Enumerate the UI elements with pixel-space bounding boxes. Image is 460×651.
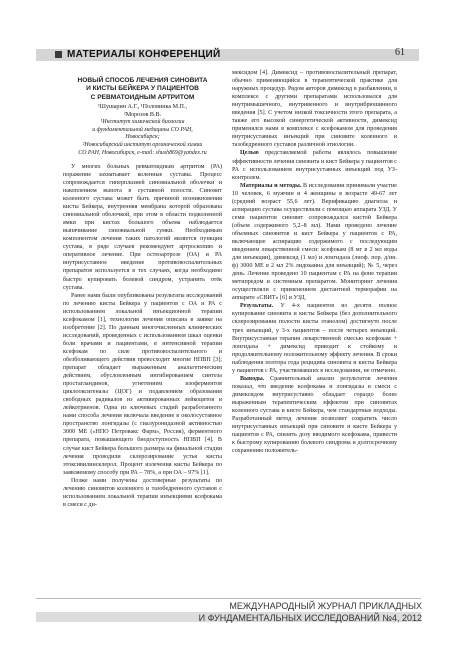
authors-line: ¹Шушарин А.Г., ¹Половинка М.П.,	[97, 103, 187, 110]
conclusions-paragraph	[232, 375, 397, 455]
conclusions-label: Выводы.	[240, 375, 265, 382]
footer-divider	[36, 598, 421, 599]
footer-line: МЕЖДУНАРОДНЫЙ ЖУРНАЛ ПРИКЛАДНЫХ	[229, 601, 422, 611]
body-paragraph: мексидом [4]. Димексид – противовоспалительный препарат, обычно применяющийся в терапевтической практике для наружных процедур. Рядом авторов димексид в разбавлении, в комплексе с другими препаратами использовался для внутримышечного, внутривенного и внутрибрюшинного введения [5]. С учетом низкой токсичности этого препарата, а также его высокой синергетической активности, димексид применялся нами в комплексе с ксефокамом для проведения внутрисуставных инъекций при синовите коленного и тазобедренного суставов различной этиологии.	[232, 70, 397, 149]
authors-line: ²Морозов В.В.	[123, 111, 162, 118]
methods-text: В исследовании принимали участие 10 человек, 6 мужчин и 4 женщины в возрасте 49-67 лет (средний возраст 55,6 лет). Верификацию диагноза и аспирацию сустава осуществляли с помощью аппарата УЗД. У семи пациентов синовит сопровождался кистой Бейкера (объем содержимого 5,2–8 мл). Нами проведено лечение объемных синовитов и кист Бейкера у пациентов с РА, включающее аспирацию содержимого с последующим введением лекарственной смеси: ксефокам (8 мг в 2 мл воды для инъекции), димексид (1 мл) и лонгидаза (лиоф. пор. д/ин. ф) 3000 МЕ в 2 мл 2% лидокаина для инъекций); № 5, через день. Лечение проведено 10 пациентам с РА на фоне терапии метипредом и системным препаратом. Мониторинг лечения осуществляли с применением дистантной терморафии на аппарате «СВИТ» [6] и УЗД.	[232, 182, 398, 302]
page-number: 61	[395, 47, 405, 58]
methods-label: Материалы и методы.	[240, 182, 302, 189]
title-line: С РЕВМАТОИДНЫМ АРТРИТОМ	[90, 93, 195, 101]
body-paragraph: У многих больных ревматоидным артритом (РА) поражение захватывает коленные суставы. Процесс сопровождается гиперплазией синовиальной оболочки и накоплением выпота в суставной полости. Синовит коленного сустава может быть причиной возникновения кисты Бейкера, внутренняя мембрана которой образована синовиальной оболочкой, при этом в области подколенной ямки при кистах большого объема наблюдается выпячивание синовиальной сумки. Необходимым компонентом лечения таких патологий является пункция сустава, в ряде случаев рекомендуют артроскопию и оперативное лечение. При остеоартрозе (ОА) и РА внутрисуставное введение противовоспалительных препаратов используется в тех случаях, когда необходимо быстро купировать болевой синдром, устранить отёк сустава.	[63, 163, 222, 291]
goal-label: Целью	[240, 150, 259, 157]
body-paragraph: Позже нами получены достоверные результаты по лечению синовитов коленного и тазобедренного суставов с использованием локальной терапии инъекциями ксефокама в смеси с ди-	[63, 477, 222, 508]
article-authors	[63, 103, 222, 119]
footer-line: И ФУНДАМЕНТАЛЬНЫХ ИССЛЕДОВАНИЙ №4, 2012	[198, 613, 422, 623]
body-paragraph: Ранее нами были опубликованы результаты исследований по лечению кисты Бейкера у пациентов с ОА и РА с использованием локальной инъекционной терапии ксефокамом [1], технология лечения описана в заявке на изобретение [2]. По данным многочисленных клинических исследований, проведенных с использованием шкал оценки боли врачами и пациентами, в интенсивной терапии ксефокам по силе противовоспалительного и обезболивающего действия превосходит многие НПВП [3]; препарат обладает выраженным анальгетическим действием, обусловленным ингибированием синтеза простагландинов, угнетением изоферментов циклооксигеназы (ЦОГ) и подавлением образования свободных радикалов из активированных лейкоцитов и лейкотриенов. Одна из ключевых стадий разработанного нами способа лечения включала введение в околосуставное пространство лонгидазы (с гиалуронидазной активностью 3000 МЕ («НПО Петровакс Фарм», Россия), ферментного препарата, повышающего биодоступность НПВП [4]. В случае кист Бейкера большого размера на финальной стадии лечения проводили склерозирование устья кисты этоксивилинсклерол. Процент излечения кисты Бейкера по заявляемому способу при РА – 78%, а при ОА – 97% [1].	[63, 292, 222, 476]
results-label: Результаты.	[240, 303, 274, 310]
methods-paragraph	[232, 182, 397, 303]
article-title	[63, 77, 222, 102]
author-affiliations	[63, 119, 222, 158]
title-line: И КИСТЫ БЕЙКЕРА У ПАЦИЕНТОВ	[86, 85, 199, 93]
journal-footer	[160, 600, 422, 624]
affiliation-line: ¹Институт химической биологии	[100, 118, 185, 125]
right-column	[232, 69, 397, 455]
conclusions-text: Сравнительный анализ результатов лечения показал, что введение ксефокама и лонгидазы в смеси с димексидом внутрисуставно обладает гораздо более выраженным терапевтическим эффектом при синовитах коленного сустава и кисте Бейкера, чем стандартные подходы. Разработанный метод лечения позволяет сократить число внутрисуставных инъекций при синовите и кисте Бейкера у пациентов с РА, снизить дозу вводимого ксефокама, привести к быстрому купированию болевого синдрома и долгосрочному сохранению положитель-	[232, 375, 397, 455]
affiliation-line: СО РАН, Новосибирск, e-mail: shush869@yandex.ru	[78, 150, 207, 157]
affiliation-line: Новосибирск;	[125, 134, 160, 141]
affiliation-line: ²Новосибирский институт органической химии	[82, 142, 203, 149]
left-column	[63, 77, 222, 509]
goal-text: представляемой работы являлось повышение эффективности лечения синовита и кист Бейкера у пациентов с РА с использованием внутрисуставных инъекций под УЗ-контролем.	[232, 150, 397, 181]
goal-paragraph	[232, 149, 397, 181]
square-bullet-icon	[55, 51, 62, 58]
title-line: НОВЫЙ СПОСОБ ЛЕЧЕНИЯ СИНОВИТА	[77, 77, 208, 84]
affiliation-line: и фундаментальной медицины СО РАН,	[92, 126, 193, 133]
results-text: У 4-х пациентов из десяти полное купирование синовита и кисты Бейкера (без дополнительного склерозирования полости кисты этанолом) достигнуто после трех инъекций, у 3-х пациентов – после четырех инъекций. Внутрисуставная терапия лекарственной смесью ксефокам + лонгидаза + димексид приводит к стойкому и продолжительному положительному эффекту лечения. В сроки наблюдения полтора года рецидива синовита и кисты Бейкера у пациентов с РА, участвовавших в исследовании, не отмечено.	[232, 303, 397, 374]
results-paragraph	[232, 302, 397, 374]
section-title: МАТЕРИАЛЫ КОНФЕРЕНЦИЙ	[67, 49, 221, 60]
